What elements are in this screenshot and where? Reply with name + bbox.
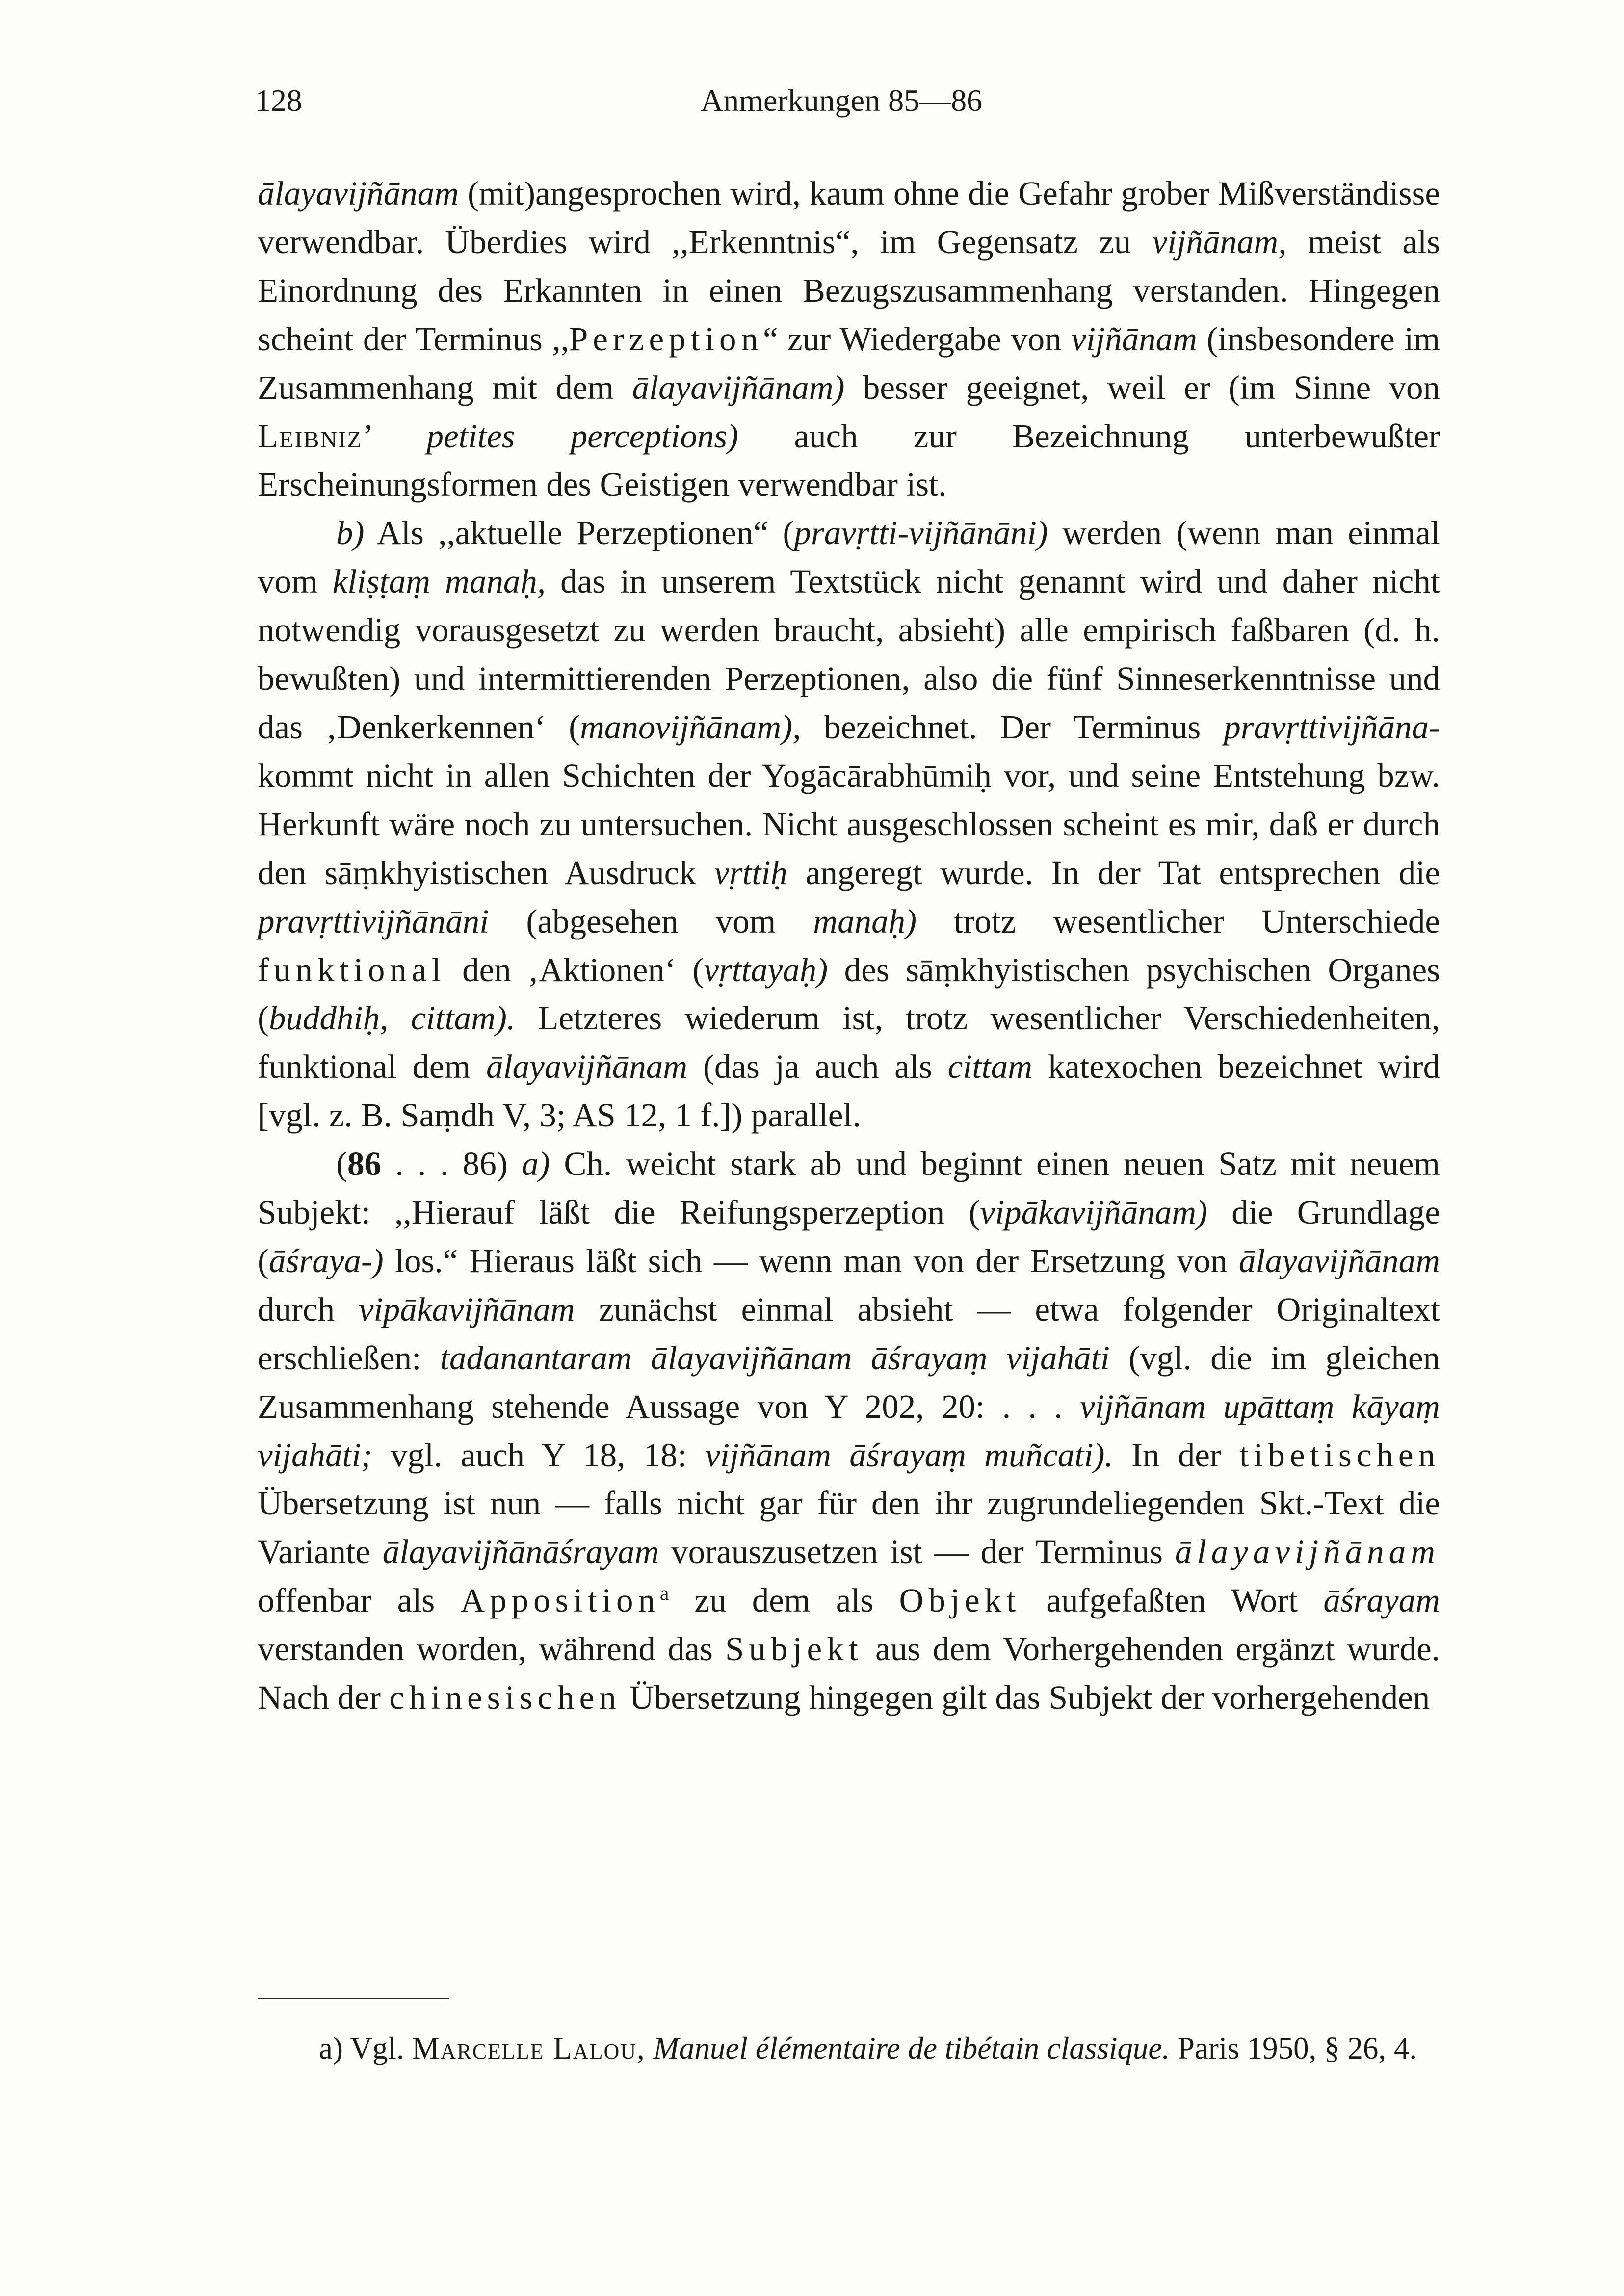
term: ālayavijñānam xyxy=(1175,1533,1440,1571)
term: vipākavijñānam) xyxy=(980,1194,1208,1231)
term: vṛttiḥ xyxy=(714,854,788,891)
text-run: (vgl. die im gleichen Zusammenhang stehende Aussage von Y 202, 20: . . . xyxy=(258,1339,1440,1425)
text-run: Letzteres wiederum ist, trotz wesentlicher Verschiedenheiten, funktional dem xyxy=(258,999,1440,1086)
text-run: zu dem als xyxy=(669,1582,899,1619)
text-run: (mit)angesprochen wird, kaum ohne die Gefahr grober Mißverständisse verwendbar. Überdies wird ,,Erkenntnis“, im Gegensatz zu xyxy=(258,175,1440,261)
term: buddhiḥ, cittam). xyxy=(268,999,516,1037)
text-run: ( xyxy=(336,1145,347,1183)
term: petites perceptions) xyxy=(426,417,739,455)
text-run xyxy=(646,2031,654,2065)
text-run: angeregt wurde. In der Tat entsprechen die xyxy=(787,854,1440,891)
spaced-term: funktional xyxy=(258,951,446,989)
footnote xyxy=(258,2025,1440,2071)
text-run: aufgefaßten Wort xyxy=(1021,1582,1324,1619)
spaced-term: tibetischen xyxy=(1239,1436,1440,1474)
paragraph-1 xyxy=(258,169,1440,509)
footnote-marker: a xyxy=(660,1582,669,1605)
term: vijñānam, xyxy=(1152,223,1287,261)
text-run: trotz wesentlicher Unterschiede xyxy=(917,902,1440,940)
label: b) xyxy=(336,514,365,552)
text-run: . . . 86) xyxy=(381,1145,522,1183)
text-run: (abgesehen vom xyxy=(489,902,813,940)
text-run: des sāṃkhyistischen psychischen Organes ( xyxy=(258,951,1440,1037)
text-run: meist als Einordnung des Erkannten in einen Bezugszusammenhang verstanden. Hingegen scheint der Terminus ,, xyxy=(258,223,1440,358)
term: manovijñānam), xyxy=(580,708,801,746)
term: āśraya-) xyxy=(268,1242,384,1279)
text-run: werden (wenn man einmal vom xyxy=(258,514,1440,600)
text-run: kommt nicht in allen Schichten der Yogācārabhūmiḥ vor, und seine Entstehung bzw. Herkunft wäre noch zu untersuchen. Nicht ausgeschlossen scheint es mir, daß er durch den sāṃkhyistischen Ausdruck xyxy=(258,757,1440,891)
term: ālayavijñānāśrayam xyxy=(382,1533,659,1571)
term: vijñānam upāttaṃ kāyaṃ vijahāti; xyxy=(258,1387,1440,1474)
text-run: Paris 1950, § 26, 4. xyxy=(1170,2031,1417,2065)
running-head: Anmerkungen 85—86 xyxy=(700,83,983,118)
text-run: In der xyxy=(1113,1436,1240,1474)
paragraph-2 xyxy=(258,509,1440,1140)
text-run: Übersetzung ist nun — falls nicht gar für den ihr zugrundeliegenden Skt.-Text die Variante xyxy=(258,1485,1440,1571)
text-run: (das ja auch als xyxy=(687,1048,948,1086)
note-number: 86 xyxy=(347,1145,381,1183)
text-run: “ zur Wiedergabe von xyxy=(762,320,1072,358)
term: ālayavijñānam xyxy=(1238,1242,1440,1279)
term: kliṣṭaṃ manaḥ, xyxy=(332,563,546,600)
term: ālayavijñānam) xyxy=(632,368,845,406)
body-text xyxy=(258,169,1440,1722)
text-run: den ‚Aktionen‘ ( xyxy=(445,951,704,989)
text-run: die Grundlage ( xyxy=(258,1194,1440,1279)
term: āśrayam xyxy=(1323,1582,1440,1619)
term: manaḥ) xyxy=(813,902,917,940)
footnote-a xyxy=(258,2025,1440,2071)
text-run: Übersetzung hingegen gilt das Subjekt der vorhergehenden xyxy=(621,1679,1430,1717)
author-name: Leibniz xyxy=(258,417,363,455)
text-run: (insbesondere im Zusammenhang mit dem xyxy=(258,320,1440,406)
label: a) xyxy=(522,1145,550,1183)
text-run: Als ,,aktuelle Perzeptionen“ ( xyxy=(364,514,794,552)
term: ālayavijñānam xyxy=(486,1048,688,1086)
page-header xyxy=(255,74,1428,128)
text-run: zunächst einmal absieht — etwa folgender Originaltext erschließen: xyxy=(258,1290,1440,1377)
footnote-rule xyxy=(258,1998,449,1999)
text-run: das in unserem Textstück nicht genannt wird und daher nicht notwendig vorausgesetzt zu werden braucht, absieht) alle empirisch faßbaren (d. h. bewußten) und intermittierenden Perzeptionen, also die fünf Sinneserkenntnisse und das ‚Denkerkennen‘ ( xyxy=(258,563,1440,746)
term: tadanantaram ālayavijñānam āśrayaṃ vijahāti xyxy=(440,1339,1110,1377)
text-run: los.“ Hieraus läßt sich — wenn man von der Ersetzung von xyxy=(383,1242,1239,1279)
spaced-term: Subjekt xyxy=(725,1630,863,1668)
term: vipākavijñānam xyxy=(358,1290,575,1328)
author-name: Marcelle Lalou, xyxy=(412,2031,646,2065)
text-run: Ch. weicht stark ab und beginnt einen neuen Satz mit neuem Subjekt: ,,Hierauf läßt die Reifungsperzeption ( xyxy=(258,1145,1441,1231)
term: vṛttayaḥ) xyxy=(704,951,828,989)
spaced-term: Apposition xyxy=(460,1582,660,1619)
text-run: besser geeignet, weil er (im Sinne von xyxy=(844,368,1440,406)
page-number: 128 xyxy=(255,83,302,118)
book-title: Manuel élémentaire de tibétain classique. xyxy=(653,2031,1170,2065)
term: pravṛttivijñānāni xyxy=(258,902,489,940)
term: pravṛtti-vijñānāni) xyxy=(794,514,1048,552)
term: ālayavijñānam xyxy=(258,175,459,212)
term: cittam xyxy=(947,1048,1033,1086)
spaced-term: Objekt xyxy=(899,1582,1021,1619)
spaced-term: chinesischen xyxy=(389,1679,621,1717)
text-run: katexochen bezeichnet wird [vgl. z. B. Saṃdh V, 3; AS 12, 1 f.]) parallel. xyxy=(258,1048,1441,1134)
text-run: aus dem Vorhergehenden ergänzt wurde. Nach der xyxy=(258,1630,1440,1717)
text-run: ’ xyxy=(362,417,427,455)
term: vijñānam xyxy=(1071,320,1197,358)
text-run: durch xyxy=(258,1290,359,1328)
term: vijñānam āśrayaṃ muñcati). xyxy=(705,1436,1113,1474)
text-run: vorauszusetzen ist — der Terminus xyxy=(659,1533,1175,1571)
text-run: verstanden worden, während das xyxy=(258,1630,725,1668)
text-run: a) Vgl. xyxy=(319,2031,412,2065)
text-run: auch zur Bezeichnung unterbewußter Erscheinungsformen des Geistigen verwendbar ist. xyxy=(258,417,1440,503)
spaced-term: Perzeption xyxy=(569,320,763,358)
term: pravṛttivijñāna- xyxy=(1224,708,1440,746)
text-run: offenbar als xyxy=(258,1582,461,1619)
text-run: vgl. auch Y 18, 18: xyxy=(372,1436,706,1474)
paragraph-3 xyxy=(258,1140,1440,1722)
text-run: bezeichnet. Der Terminus xyxy=(801,708,1224,746)
